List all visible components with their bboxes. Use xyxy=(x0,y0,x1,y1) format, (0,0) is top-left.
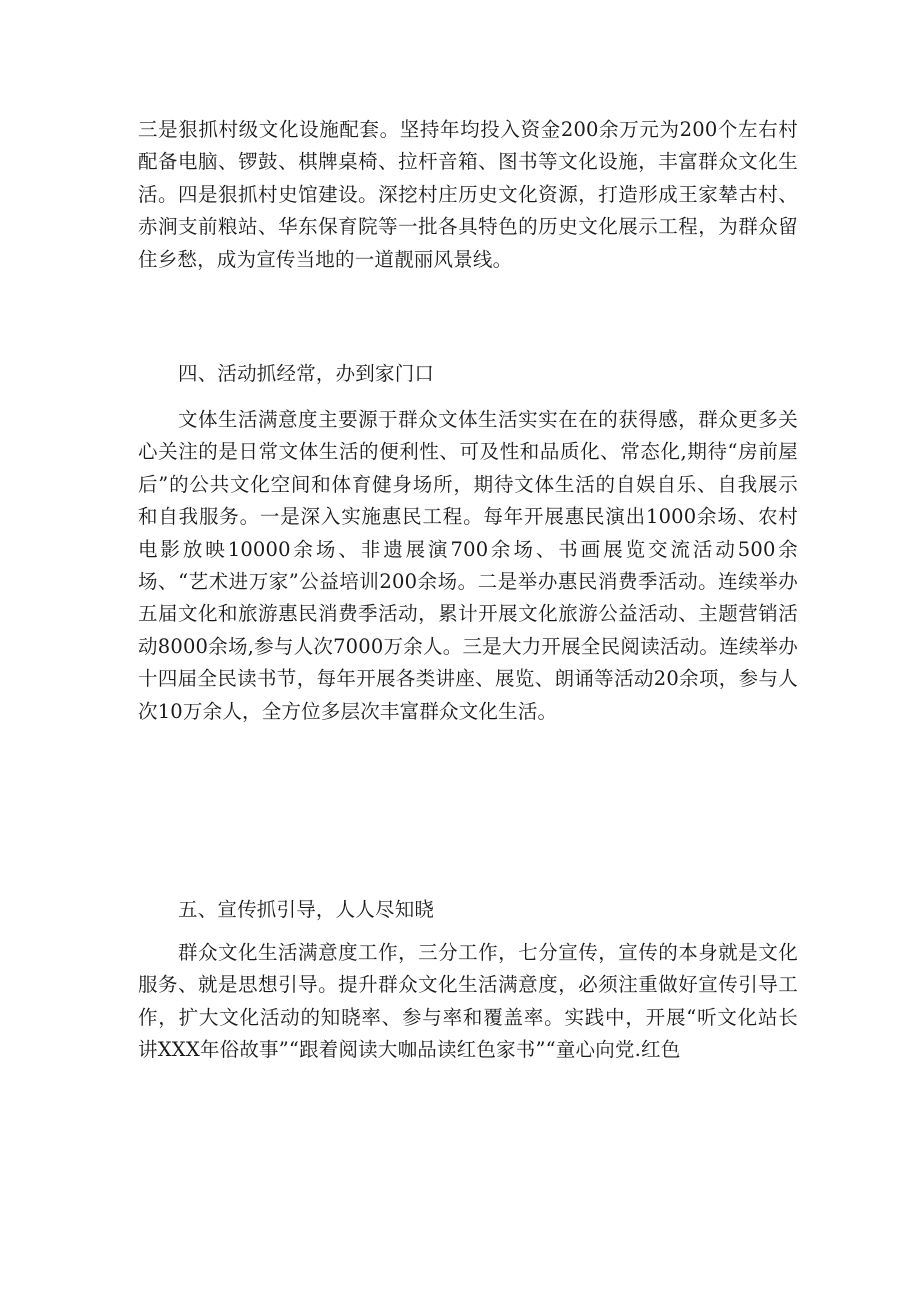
body-paragraph: 群众文化生活满意度工作，三分工作，七分宣传，宣传的本身就是文化服务、就是思想引导。提升群众文化生活满意度，必须注重做好宣传引导工作，扩大文化活动的知晓率、参与率和覆盖率。实践中，开展“听文化站长讲XXX年俗故事”“跟着阅读大咖品读红色家书”“童心向党.红色 xyxy=(138,941,798,1062)
section-heading: 四、活动抓经常，办到家门口 xyxy=(178,362,435,385)
section-heading: 五、宣传抓引导，人人尽知晓 xyxy=(178,898,435,921)
body-paragraph: 三是狠抓村级文化设施配套。坚持年均投入资金200余万元为200个左右村配备电脑、锣鼓、棋牌桌椅、拉杆音箱、图书等文化设施，丰富群众文化生活。四是狠抓村史馆建设。深挖村庄历史文化资源，打造形成王家辇古村、赤涧支前粮站、华东保育院等一批各具特色的历史文化展示工程，为群众留住乡愁，成为宣传当地的一道靓丽风景线。 xyxy=(138,118,798,271)
body-paragraph: 文体生活满意度主要源于群众文体生活实实在在的获得感，群众更多关心关注的是日常文体生活的便利性、可及性和品质化、常态化,期待“房前屋后”的公共文化空间和体育健身场所，期待文体生活的自娱自乐、自我展示和自我服务。一是深入实施惠民工程。每年开展惠民演出1000余场、农村电影放映10000余场、非遗展演700余场、书画展览交流活动500余场、“艺术进万家”公益培训200余场。二是举办惠民消费季活动。连续举办五届文化和旅游惠民消费季活动，累计开展文化旅游公益活动、主题营销活动8000余场,参与人次7000万余人。三是大力开展全民阅读活动。连续举办十四届全民读书节，每年开展各类讲座、展览、朗诵等活动20余项，参与人次10万余人，全方位多层次丰富群众文化生活。 xyxy=(138,408,798,723)
